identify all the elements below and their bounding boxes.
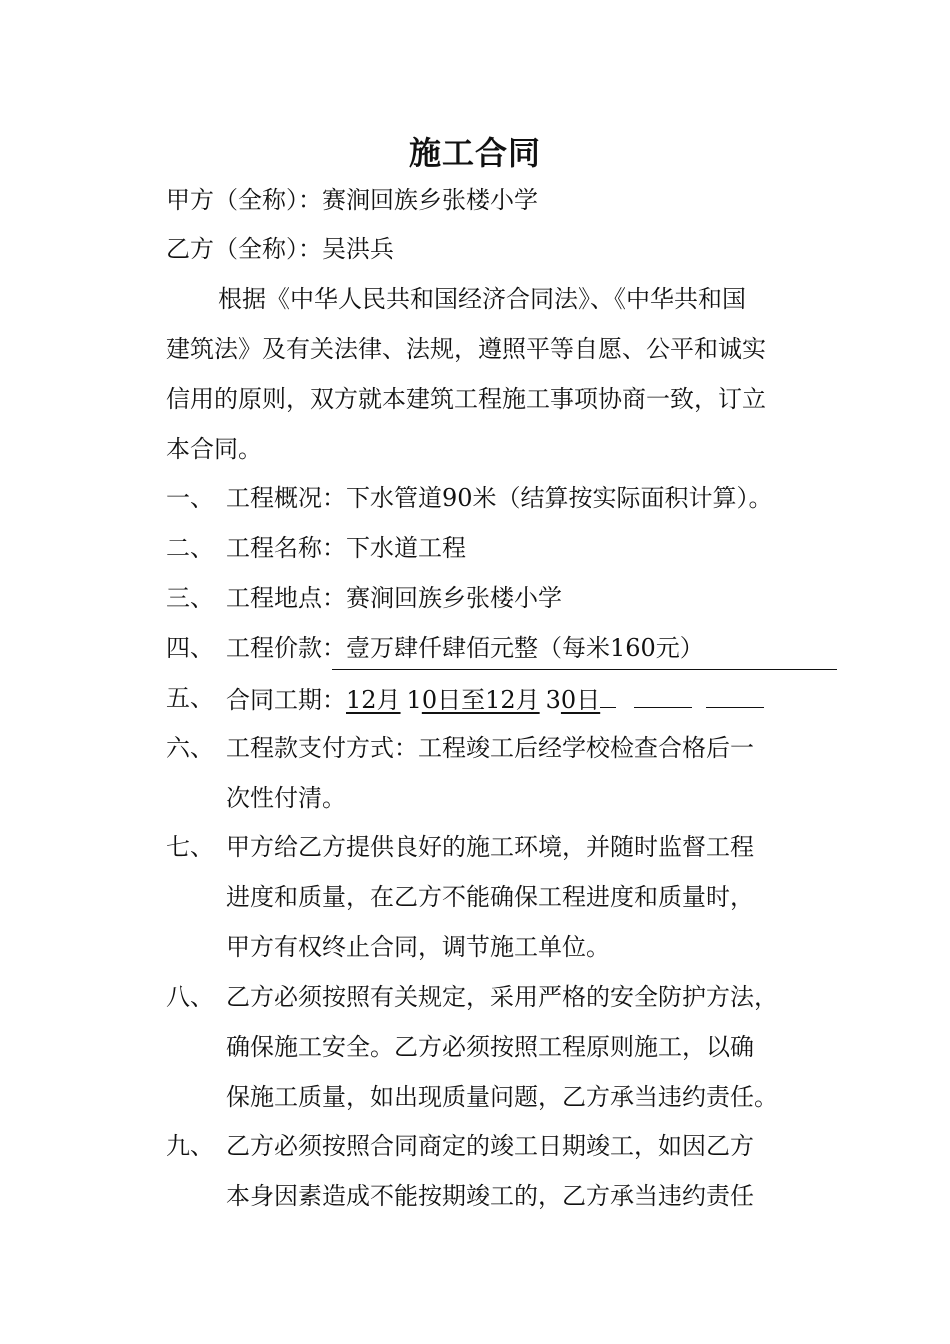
clause-6-line-2: 次性付清。 [226, 784, 346, 812]
party-b-line: 乙方（全称）：吴洪兵 [166, 235, 394, 263]
clause-6-number: 六、 [166, 734, 214, 762]
clause-8-line-3: 保施工质量，如出现质量问题，乙方承当违约责任。 [226, 1083, 778, 1111]
period-start-end: 0日至12月 [421, 686, 540, 714]
clause-4-number: 四、 [166, 634, 214, 662]
period-end-day-prefix: 3 [545, 686, 561, 714]
preamble-line-2: 建筑法》及有关法律、法规，遵照平等自愿、公平和诚实 [166, 335, 766, 363]
preamble-line-3: 信用的原则，双方就本建筑工程施工事项协商一致，订立 [166, 385, 766, 413]
clause-2-number: 二、 [166, 534, 214, 562]
period-start-day-prefix: 1 [406, 686, 422, 714]
clause-3-number: 三、 [166, 584, 214, 612]
period-start-month: 12月 [346, 686, 401, 714]
price-underline [332, 669, 837, 670]
period-blank-3 [706, 681, 764, 708]
clause-9-number: 九、 [166, 1132, 214, 1160]
clause-1-number: 一、 [166, 484, 214, 512]
clause-4-text: 工程价款：壹万肆仟肆佰元整（每米160元） [226, 634, 704, 662]
period-label: 合同工期： [226, 686, 346, 714]
clause-5-text [226, 681, 764, 717]
clause-5-number: 五、 [166, 684, 214, 712]
preamble-line-1: 根据《中华人民共和国经济合同法》、《中华共和国 [218, 285, 746, 313]
preamble-line-4: 本合同。 [166, 435, 262, 463]
document-title: 施工合同 [408, 134, 541, 172]
clause-2-text: 工程名称：下水道工程 [226, 534, 466, 562]
clause-9-line-2: 本身因素造成不能按期竣工的，乙方承当违约责任 [226, 1182, 754, 1210]
clause-7-number: 七、 [166, 833, 214, 861]
clause-8-line-2: 确保施工安全。乙方必须按照工程原则施工，以确 [226, 1033, 754, 1061]
clause-6-line-1: 工程款支付方式：工程竣工后经学校检查合格后一 [226, 734, 754, 762]
clause-9-line-1: 乙方必须按照合同商定的竣工日期竣工，如因乙方 [226, 1132, 754, 1160]
party-a-line: 甲方（全称）：赛涧回族乡张楼小学 [166, 186, 538, 214]
clause-7-line-1: 甲方给乙方提供良好的施工环境，并随时监督工程 [226, 833, 754, 861]
clause-8-line-1: 乙方必须按照有关规定，采用严格的安全防护方法， [226, 983, 778, 1011]
clause-7-line-2: 进度和质量，在乙方不能确保工程进度和质量时， [226, 883, 754, 911]
clause-1-text: 工程概况：下水管道90米（结算按实际面积计算）。 [226, 484, 773, 512]
clause-3-text: 工程地点：赛涧回族乡张楼小学 [226, 584, 562, 612]
clause-8-number: 八、 [166, 983, 214, 1011]
clause-7-line-3: 甲方有权终止合同，调节施工单位。 [226, 933, 610, 961]
period-blank-1 [600, 681, 616, 708]
period-end-day: 0日 [560, 686, 601, 714]
period-blank-2 [634, 681, 692, 708]
